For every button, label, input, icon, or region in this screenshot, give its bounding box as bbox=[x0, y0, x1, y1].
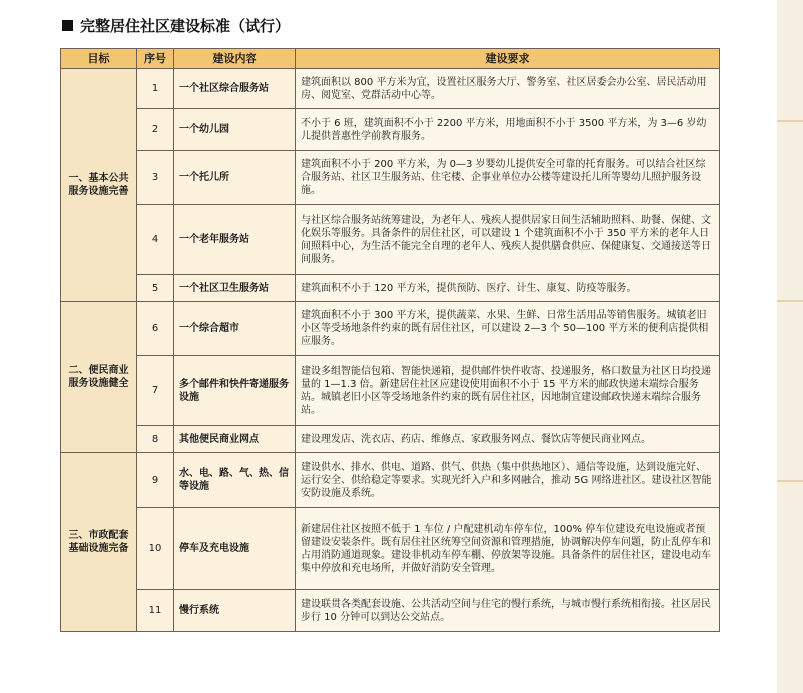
content-cell: 一个社区卫生服务站 bbox=[174, 275, 296, 302]
seq-cell: 3 bbox=[137, 151, 174, 205]
requirement-cell: 建设供水、排水、供电、道路、供气、供热（集中供热地区）、通信等设施，达到设施完好、运行安全、供给稳定等要求。实现光纤入户和多网融合，推动 5G 网络进社区。建设社区智能安防设施及系统。 bbox=[296, 453, 720, 508]
seq-cell: 5 bbox=[137, 275, 174, 302]
goal-cell: 二、便民商业服务设施健全 bbox=[61, 302, 137, 453]
table-header-row bbox=[61, 49, 720, 69]
requirement-cell: 不小于 6 班，建筑面积不小于 2200 平方米，用地面积不小于 3500 平方米，为 3—6 岁幼儿提供普惠性学前教育服务。 bbox=[296, 109, 720, 151]
header-requirement: 建设要求 bbox=[296, 49, 720, 69]
content-cell: 一个社区综合服务站 bbox=[174, 69, 296, 109]
requirement-cell: 建筑面积以 800 平方米为宜，设置社区服务大厅、警务室、社区居委会办公室、居民活动用房、阅览室、党群活动中心等。 bbox=[296, 69, 720, 109]
content-cell: 其他便民商业网点 bbox=[174, 426, 296, 453]
requirement-cell: 建设多组智能信包箱、智能快递箱，提供邮件快件收寄、投递服务，格口数量为社区日均投递量的 1—1.3 倍。新建居住社区应建设使用面积不小于 15 平方米的邮政快递末端综合服务站。城镇老旧小区等受场地条件约束的既有居住社区，因地制宜建设邮政快递末端综合服务站。 bbox=[296, 356, 720, 426]
page-edge-decoration bbox=[777, 0, 803, 693]
standards-table bbox=[60, 48, 720, 632]
requirement-cell: 建筑面积不小于 300 平方米，提供蔬菜、水果、生鲜、日常生活用品等销售服务。城镇老旧小区等受场地条件约束的既有居住社区，可以建设 2—3 个 50—100 平方米的便利店提供相应服务。 bbox=[296, 302, 720, 356]
seq-cell: 7 bbox=[137, 356, 174, 426]
header-content: 建设内容 bbox=[174, 49, 296, 69]
header-goal: 目标 bbox=[61, 49, 137, 69]
header-seq: 序号 bbox=[137, 49, 174, 69]
table-row bbox=[61, 590, 720, 632]
seq-cell: 9 bbox=[137, 453, 174, 508]
content-cell: 慢行系统 bbox=[174, 590, 296, 632]
content-cell: 多个邮件和快件寄递服务设施 bbox=[174, 356, 296, 426]
requirement-cell: 新建居住社区按照不低于 1 车位 / 户配建机动车停车位，100% 停车位建设充电设施或者预留建设安装条件。既有居住社区统筹空间资源和管理措施，协调解决停车问题，防止乱停车和占用消防通道现象。建设非机动车停车棚、停放架等设施。具备条件的居住社区，建设电动车集中停放和充电场所，并做好消防安全管理。 bbox=[296, 508, 720, 590]
seq-cell: 6 bbox=[137, 302, 174, 356]
content-cell: 一个老年服务站 bbox=[174, 205, 296, 275]
table-row bbox=[61, 453, 720, 508]
page-title bbox=[62, 14, 290, 36]
content-cell: 一个托儿所 bbox=[174, 151, 296, 205]
requirement-cell: 建设联贯各类配套设施、公共活动空间与住宅的慢行系统，与城市慢行系统相衔接。社区居民步行 10 分钟可以到达公交站点。 bbox=[296, 590, 720, 632]
content-cell: 一个综合超市 bbox=[174, 302, 296, 356]
table-row bbox=[61, 69, 720, 109]
table-row bbox=[61, 275, 720, 302]
goal-cell: 三、市政配套基础设施完备 bbox=[61, 453, 137, 632]
requirement-cell: 建设理发店、洗衣店、药店、维修点、家政服务网点、餐饮店等便民商业网点。 bbox=[296, 426, 720, 453]
content-cell: 一个幼儿园 bbox=[174, 109, 296, 151]
seq-cell: 4 bbox=[137, 205, 174, 275]
square-bullet-icon bbox=[62, 20, 73, 31]
requirement-cell: 建筑面积不小于 200 平方米，为 0—3 岁婴幼儿提供安全可靠的托育服务。可以结合社区综合服务站、社区卫生服务站、住宅楼、企事业单位办公楼等建设托儿所等婴幼儿照护服务设施。 bbox=[296, 151, 720, 205]
seq-cell: 2 bbox=[137, 109, 174, 151]
seq-cell: 1 bbox=[137, 69, 174, 109]
content-cell: 水、电、路、气、热、信等设施 bbox=[174, 453, 296, 508]
table-row bbox=[61, 508, 720, 590]
content-cell: 停车及充电设施 bbox=[174, 508, 296, 590]
table-row bbox=[61, 109, 720, 151]
goal-cell: 一、基本公共服务设施完善 bbox=[61, 69, 137, 302]
table-row bbox=[61, 151, 720, 205]
requirement-cell: 建筑面积不小于 120 平方米，提供预防、医疗、计生、康复、防疫等服务。 bbox=[296, 275, 720, 302]
page-title-text: 完整居住社区建设标准（试行） bbox=[80, 16, 291, 35]
table-row bbox=[61, 356, 720, 426]
table-row bbox=[61, 205, 720, 275]
seq-cell: 8 bbox=[137, 426, 174, 453]
table-row bbox=[61, 426, 720, 453]
table-row bbox=[61, 302, 720, 356]
requirement-cell: 与社区综合服务站统筹建设，为老年人、残疾人提供居家日间生活辅助照料、助餐、保健、文化娱乐等服务。具备条件的居住社区，可以建设 1 个建筑面积不小于 350 平方米的老年人日间照料中心，为生活不能完全自理的老年人、残疾人提供膳食供应、保健康复、交通接送等日间服务。 bbox=[296, 205, 720, 275]
seq-cell: 11 bbox=[137, 590, 174, 632]
seq-cell: 10 bbox=[137, 508, 174, 590]
